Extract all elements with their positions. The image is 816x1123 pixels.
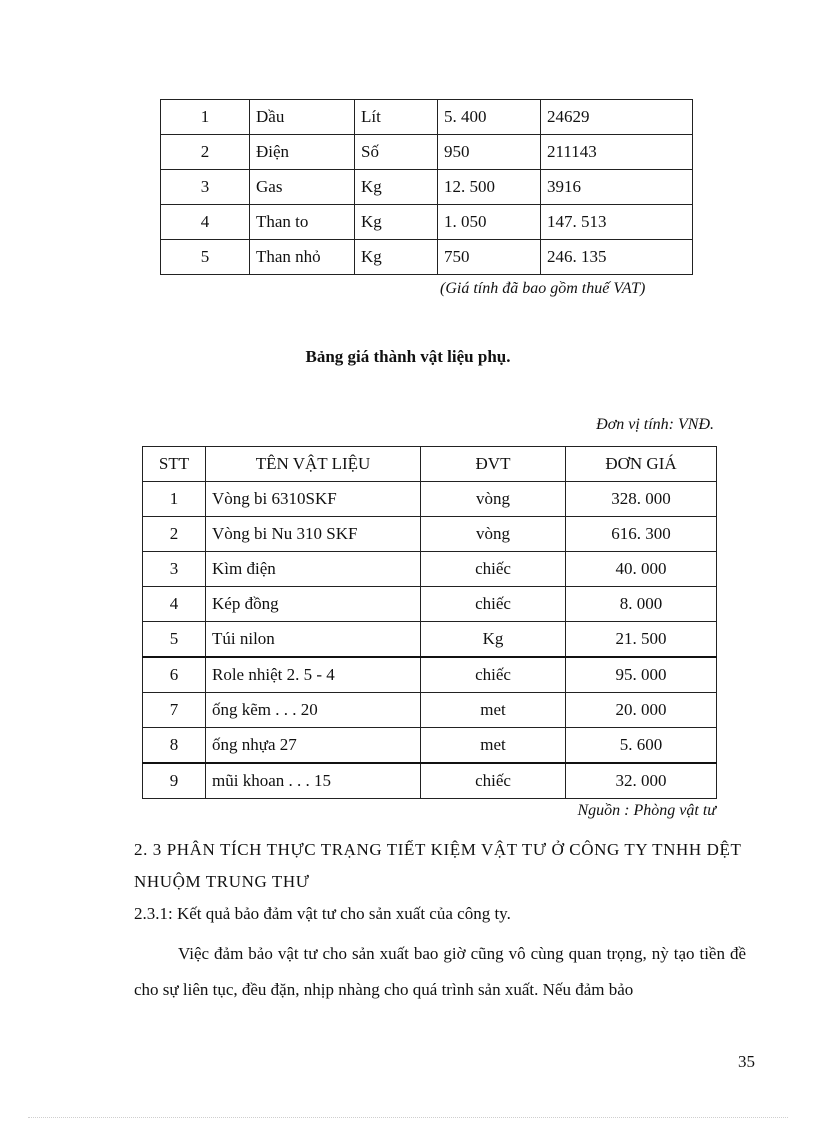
table-cell: 147. 513	[541, 205, 693, 240]
vat-note: (Giá tính đã bao gồm thuế VAT)	[440, 280, 646, 297]
page-edge-divider	[28, 1117, 788, 1118]
table-row	[143, 693, 717, 728]
table-row	[143, 482, 717, 517]
page-number: 35	[738, 1052, 755, 1071]
table-cell: 616. 300	[566, 517, 717, 552]
table-cell: met	[421, 728, 566, 764]
table-row	[161, 170, 693, 205]
table-cell: Lít	[355, 100, 438, 135]
table-row	[143, 517, 717, 552]
table-cell: 750	[438, 240, 541, 275]
table-row	[161, 240, 693, 275]
table-cell: 1. 050	[438, 205, 541, 240]
table-row	[143, 622, 717, 658]
table-cell: 5. 600	[566, 728, 717, 764]
table-cell: 211143	[541, 135, 693, 170]
column-header: ĐVT	[421, 447, 566, 482]
table-row	[143, 657, 717, 693]
table-cell: 2	[143, 517, 206, 552]
table-cell: 8. 000	[566, 587, 717, 622]
table-cell: Dầu	[250, 100, 355, 135]
table-cell: Số	[355, 135, 438, 170]
table-cell: 21. 500	[566, 622, 717, 658]
section-title: Bảng giá thành vật liệu phụ.	[305, 347, 511, 366]
table-cell: 1	[143, 482, 206, 517]
table-cell: Kg	[355, 170, 438, 205]
table-cell: 1	[161, 100, 250, 135]
table-cell: 950	[438, 135, 541, 170]
table-cell: 5. 400	[438, 100, 541, 135]
table-cell: 2	[161, 135, 250, 170]
table-cell: chiếc	[421, 587, 566, 622]
table-cell: 4	[161, 205, 250, 240]
table-cell: Vòng bi Nu 310 SKF	[206, 517, 421, 552]
table-row	[161, 100, 693, 135]
table-row	[143, 728, 717, 764]
table-cell: ống nhựa 27	[206, 728, 421, 764]
body-paragraph: Việc đảm bảo vật tư cho sản xuất bao giờ cũng vô cùng quan trọng, nỳ tạo tiền đề cho sự liên tục, đều đặn, nhịp nhàng cho quá trình sản xuất. Nếu đảm bảo	[134, 944, 746, 999]
table-row	[161, 205, 693, 240]
table-row	[143, 552, 717, 587]
table-cell: 8	[143, 728, 206, 764]
column-header: ĐƠN GIÁ	[566, 447, 717, 482]
table-cell: mũi khoan . . . 15	[206, 763, 421, 799]
table-row	[143, 763, 717, 799]
table-cell: 40. 000	[566, 552, 717, 587]
table-row	[161, 135, 693, 170]
table-cell: 3	[161, 170, 250, 205]
table-cell: 24629	[541, 100, 693, 135]
table-cell: Túi nilon	[206, 622, 421, 658]
table-cell: 7	[143, 693, 206, 728]
table-cell: Kép đồng	[206, 587, 421, 622]
table-cell: Kg	[355, 205, 438, 240]
column-header: TÊN VẬT LIỆU	[206, 447, 421, 482]
table-cell: 95. 000	[566, 657, 717, 693]
table-cell: Kg	[421, 622, 566, 658]
table-cell: 246. 135	[541, 240, 693, 275]
table-cell: 3	[143, 552, 206, 587]
table-cell: 328. 000	[566, 482, 717, 517]
section-heading: 2. 3 PHÂN TÍCH THỰC TRẠNG TIẾT KIỆM VẬT TƯ Ở CÔNG TY TNHH DỆT NHUỘM TRUNG THƯ	[134, 840, 742, 891]
table-cell: chiếc	[421, 552, 566, 587]
table-cell: 6	[143, 657, 206, 693]
table-cell: Điện	[250, 135, 355, 170]
fuel-price-table	[160, 99, 693, 275]
table-cell: Kìm điện	[206, 552, 421, 587]
table-cell: 5	[143, 622, 206, 658]
table-cell: Than to	[250, 205, 355, 240]
table-cell: chiếc	[421, 763, 566, 799]
column-header: STT	[143, 447, 206, 482]
source-note: Nguồn : Phòng vật tư	[577, 802, 716, 819]
table-cell: 32. 000	[566, 763, 717, 799]
table-cell: 12. 500	[438, 170, 541, 205]
table-cell: ống kẽm . . . 20	[206, 693, 421, 728]
table-cell: 3916	[541, 170, 693, 205]
table-cell: met	[421, 693, 566, 728]
subsection-heading: 2.3.1: Kết quả bảo đảm vật tư cho sản xuất của công ty.	[134, 904, 511, 923]
table-cell: vòng	[421, 482, 566, 517]
table-cell: chiếc	[421, 657, 566, 693]
table-header-row	[143, 447, 717, 482]
table-cell: 4	[143, 587, 206, 622]
table-cell: Gas	[250, 170, 355, 205]
table-cell: vòng	[421, 517, 566, 552]
table-cell: Kg	[355, 240, 438, 275]
table-cell: 9	[143, 763, 206, 799]
currency-unit-note: Đơn vị tính: VNĐ.	[596, 416, 714, 433]
table-cell: Than nhỏ	[250, 240, 355, 275]
table-cell: 20. 000	[566, 693, 717, 728]
table-cell: Role nhiệt 2. 5 - 4	[206, 657, 421, 693]
auxiliary-materials-price-table	[142, 446, 717, 799]
table-cell: 5	[161, 240, 250, 275]
table-row	[143, 587, 717, 622]
table-cell: Vòng bi 6310SKF	[206, 482, 421, 517]
